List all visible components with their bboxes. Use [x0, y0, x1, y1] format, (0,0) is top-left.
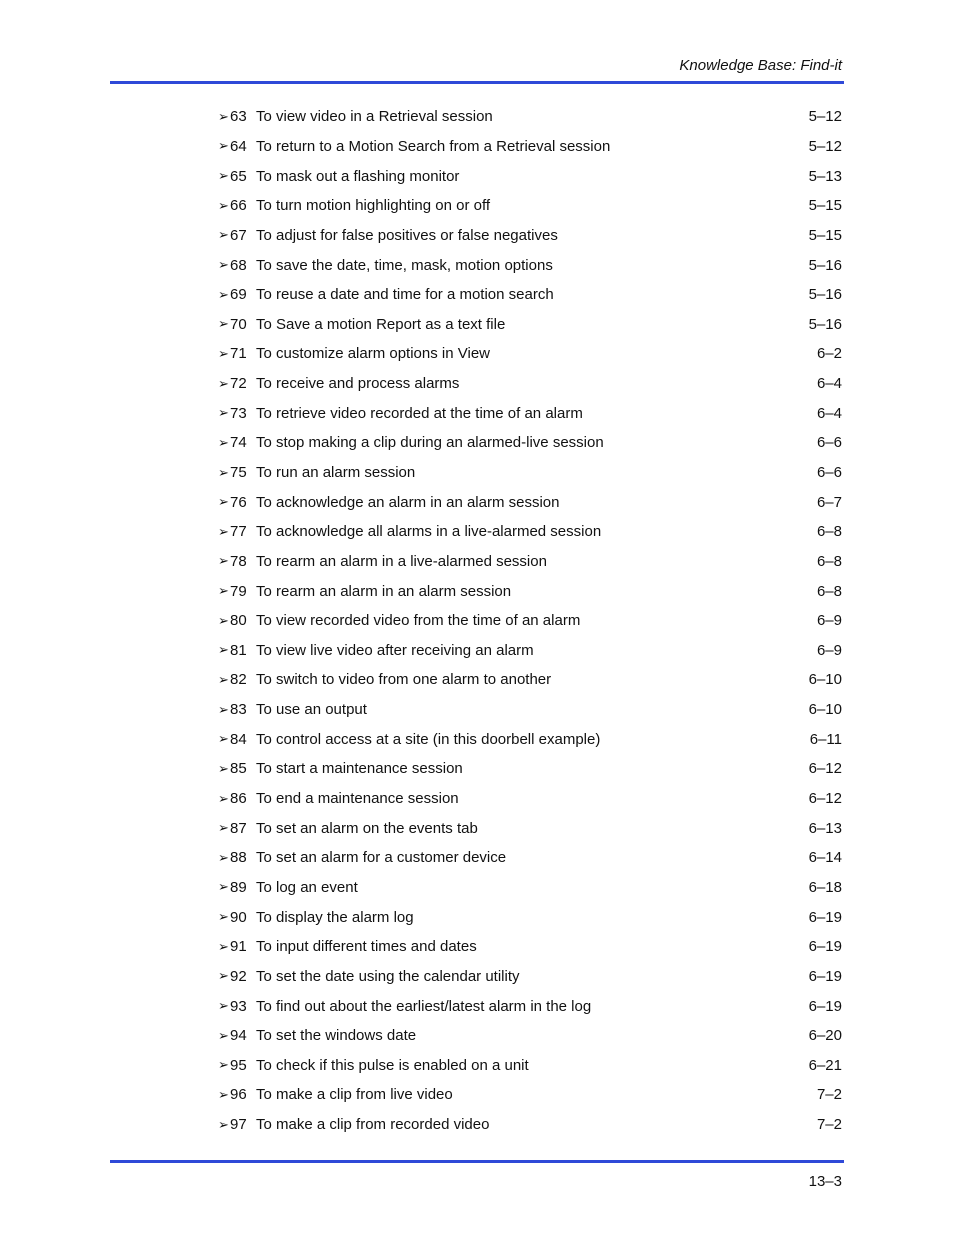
toc-entry-number: 74	[230, 434, 247, 452]
toc-entry[interactable]	[218, 754, 842, 784]
toc-entry-title: To control access at a site (in this doorbell example)	[256, 730, 601, 748]
toc-entry-number: 65	[230, 167, 247, 185]
toc-entry-number: 93	[230, 997, 247, 1015]
toc-entry-number: 71	[230, 345, 247, 363]
arrow-bullet-icon: ➢	[218, 583, 229, 599]
arrow-bullet-icon: ➢	[218, 642, 229, 658]
toc-entry[interactable]	[218, 309, 842, 339]
toc-entry-page: 5–13	[808, 167, 842, 185]
toc-entry-page: 6–21	[808, 1056, 842, 1074]
toc-entry-number: 85	[230, 760, 247, 778]
toc-entry-page: 5–16	[808, 256, 842, 274]
toc-entry-title: To view recorded video from the time of an alarm	[256, 612, 581, 630]
toc-entry-title: To check if this pulse is enabled on a unit	[256, 1056, 529, 1074]
toc-entry-page: 6–2	[816, 345, 842, 363]
toc-entry-number: 96	[230, 1086, 247, 1104]
toc-entry-page: 6–19	[808, 908, 842, 926]
toc-entry-page: 5–16	[808, 286, 842, 304]
toc-entry-title: To receive and process alarms	[256, 375, 460, 393]
toc-entry-number: 80	[230, 612, 247, 630]
toc-entry-number: 76	[230, 493, 247, 511]
toc-entry[interactable]	[218, 606, 842, 636]
toc-entry-number: 77	[230, 523, 247, 541]
arrow-bullet-icon: ➢	[218, 1057, 229, 1073]
arrow-bullet-icon: ➢	[218, 731, 229, 747]
toc-entry-page: 6–8	[816, 552, 842, 570]
toc-entry-page: 5–12	[808, 137, 842, 155]
toc-entry-number: 84	[230, 730, 247, 748]
toc-entry-page: 6–12	[808, 760, 842, 778]
toc-entry-title: To switch to video from one alarm to another	[256, 671, 552, 689]
arrow-bullet-icon: ➢	[218, 138, 229, 154]
arrow-bullet-icon: ➢	[218, 938, 229, 954]
toc-entry[interactable]	[218, 369, 842, 399]
toc-entry-page: 6–10	[808, 701, 842, 719]
arrow-bullet-icon: ➢	[218, 879, 229, 895]
arrow-bullet-icon: ➢	[218, 701, 229, 717]
toc-entry-page: 6–6	[816, 434, 842, 452]
toc-entry-page: 5–16	[808, 315, 842, 333]
toc-entry-page: 6–7	[816, 493, 842, 511]
arrow-bullet-icon: ➢	[218, 464, 229, 480]
arrow-bullet-icon: ➢	[218, 1027, 229, 1043]
toc-entry-title: To set the date using the calendar utility	[256, 967, 520, 985]
toc-entry-title: To view video in a Retrieval session	[256, 108, 493, 126]
toc-entry-title: To view live video after receiving an alarm	[256, 641, 534, 659]
arrow-bullet-icon: ➢	[218, 316, 229, 332]
toc-entry-number: 92	[230, 967, 247, 985]
arrow-bullet-icon: ➢	[218, 1116, 229, 1132]
toc-entry-page: 6–13	[808, 819, 842, 837]
toc-entry[interactable]	[218, 398, 842, 428]
toc-entry-title: To acknowledge all alarms in a live-alarmed session	[256, 523, 602, 541]
toc-entry-page: 6–20	[808, 1027, 842, 1045]
toc-entry[interactable]	[218, 458, 842, 488]
toc-entry-page: 6–9	[816, 641, 842, 659]
arrow-bullet-icon: ➢	[218, 760, 229, 776]
toc-entry-page: 5–12	[808, 108, 842, 126]
toc-entry-title: To return to a Motion Search from a Retrieval session	[256, 137, 611, 155]
toc-entry-title: To retrieve video recorded at the time of an alarm	[256, 404, 583, 422]
toc-entry-page: 6–4	[816, 404, 842, 422]
toc-entry-title: To stop making a clip during an alarmed-live session	[256, 434, 604, 452]
toc-entry-title: To use an output	[256, 701, 367, 719]
toc-entry[interactable]	[218, 221, 842, 251]
arrow-bullet-icon: ➢	[218, 849, 229, 865]
arrow-bullet-icon: ➢	[218, 405, 229, 421]
toc-entry-title: To rearm an alarm in an alarm session	[256, 582, 512, 600]
arrow-bullet-icon: ➢	[218, 168, 229, 184]
toc-entry-title: To log an event	[256, 878, 358, 896]
toc-list	[218, 102, 842, 1139]
arrow-bullet-icon: ➢	[218, 1086, 229, 1102]
toc-entry-title: To reuse a date and time for a motion search	[256, 286, 554, 304]
arrow-bullet-icon: ➢	[218, 227, 229, 243]
arrow-bullet-icon: ➢	[218, 998, 229, 1014]
toc-entry-page: 6–9	[816, 612, 842, 630]
header-title: Knowledge Base: Find-it	[679, 57, 842, 74]
arrow-bullet-icon: ➢	[218, 286, 229, 302]
toc-entry[interactable]	[218, 132, 842, 162]
toc-entry-number: 82	[230, 671, 247, 689]
toc-entry-page: 6–19	[808, 938, 842, 956]
toc-entry-title: To make a clip from recorded video	[256, 1116, 490, 1134]
toc-entry-number: 63	[230, 108, 247, 126]
toc-entry-number: 69	[230, 286, 247, 304]
toc-entry[interactable]	[218, 487, 842, 517]
arrow-bullet-icon: ➢	[218, 909, 229, 925]
toc-entry-title: To set the windows date	[256, 1027, 417, 1045]
toc-entry[interactable]	[218, 724, 842, 754]
arrow-bullet-icon: ➢	[218, 523, 229, 539]
toc-entry-number: 88	[230, 849, 247, 867]
toc-entry[interactable]	[218, 576, 842, 606]
toc-entry-page: 6–14	[808, 849, 842, 867]
toc-entry[interactable]	[218, 250, 842, 280]
toc-entry-page: 6–19	[808, 967, 842, 985]
toc-entry[interactable]	[218, 517, 842, 547]
toc-entry-number: 87	[230, 819, 247, 837]
toc-entry-title: To run an alarm session	[256, 464, 416, 481]
header-rule	[110, 81, 844, 84]
toc-entry-number: 68	[230, 256, 247, 274]
toc-entry[interactable]	[218, 902, 842, 932]
toc-entry[interactable]	[218, 339, 842, 369]
toc-entry[interactable]	[218, 191, 842, 221]
toc-entry[interactable]	[218, 1051, 842, 1081]
toc-entry-title: To set an alarm on the events tab	[256, 819, 478, 837]
toc-entry-title: To Save a motion Report as a text file	[256, 315, 506, 333]
arrow-bullet-icon: ➢	[218, 671, 229, 687]
toc-entry[interactable]	[218, 636, 842, 666]
arrow-bullet-icon: ➢	[218, 968, 229, 984]
toc-entry-title: To display the alarm log	[256, 908, 414, 926]
toc-entry[interactable]	[218, 280, 842, 310]
arrow-bullet-icon: ➢	[218, 375, 229, 391]
toc-entry-title: To turn motion highlighting on or off	[256, 197, 491, 215]
toc-entry[interactable]	[218, 547, 842, 577]
toc-entry-title: To make a clip from live video	[256, 1086, 453, 1104]
toc-entry[interactable]	[218, 161, 842, 191]
toc-entry-page: 7–2	[816, 1116, 842, 1134]
toc-entry-page: 6–8	[816, 582, 842, 600]
toc-entry-title: To save the date, time, mask, motion options	[256, 256, 553, 274]
toc-entry[interactable]	[218, 1080, 842, 1110]
toc-entry[interactable]	[218, 428, 842, 458]
toc-entry[interactable]	[218, 932, 842, 962]
footer-rule	[110, 1160, 844, 1163]
toc-entry-page: 7–2	[816, 1086, 842, 1104]
toc-entry-number: 81	[230, 641, 247, 659]
toc-entry-number: 89	[230, 878, 247, 896]
toc-entry-page: 6–11	[809, 730, 842, 748]
toc-entry-number: 70	[230, 315, 247, 333]
toc-entry[interactable]	[218, 665, 842, 695]
arrow-bullet-icon: ➢	[218, 434, 229, 450]
toc-entry-number: 79	[230, 582, 247, 600]
toc-entry-page: 5–15	[808, 226, 842, 244]
arrow-bullet-icon: ➢	[218, 612, 229, 628]
toc-entry-page: 5–15	[808, 197, 842, 215]
toc-entry[interactable]	[218, 102, 842, 132]
toc-entry-number: 75	[230, 464, 247, 481]
toc-entry-title: To find out about the earliest/latest alarm in the log	[256, 997, 592, 1015]
toc-entry-page: 6–12	[808, 790, 842, 808]
toc-entry-number: 90	[230, 908, 247, 926]
toc-entry-page: 6–10	[808, 671, 842, 689]
toc-entry-number: 97	[230, 1116, 247, 1134]
toc-entry-number: 95	[230, 1056, 247, 1074]
toc-entry[interactable]	[218, 991, 842, 1021]
arrow-bullet-icon: ➢	[218, 820, 229, 836]
toc-entry-number: 64	[230, 137, 247, 155]
toc-entry-title: To rearm an alarm in a live-alarmed session	[256, 552, 547, 570]
toc-entry-title: To customize alarm options in View	[256, 345, 490, 363]
arrow-bullet-icon: ➢	[218, 257, 229, 273]
toc-entry-page: 6–18	[808, 878, 842, 896]
toc-entry-title: To set an alarm for a customer device	[256, 849, 507, 867]
toc-entry-page: 6–19	[808, 997, 842, 1015]
toc-entry-number: 66	[230, 197, 247, 215]
toc-entry-title: To acknowledge an alarm in an alarm session	[256, 493, 560, 511]
arrow-bullet-icon: ➢	[218, 197, 229, 213]
toc-entry-title: To end a maintenance session	[256, 790, 459, 808]
toc-entry[interactable]	[218, 695, 842, 725]
toc-entry[interactable]	[218, 873, 842, 903]
arrow-bullet-icon: ➢	[218, 108, 229, 124]
toc-entry-page: 6–4	[816, 375, 842, 393]
page-number: 13–3	[808, 1173, 842, 1190]
toc-entry-title: To start a maintenance session	[256, 760, 463, 778]
toc-entry-page: 6–8	[816, 523, 842, 541]
toc-entry[interactable]	[218, 784, 842, 814]
toc-entry-title: To adjust for false positives or false negatives	[256, 226, 558, 244]
toc-entry[interactable]	[218, 1110, 842, 1140]
toc-entry-number: 73	[230, 404, 247, 422]
arrow-bullet-icon: ➢	[218, 553, 229, 569]
toc-entry[interactable]	[218, 843, 842, 873]
toc-entry[interactable]	[218, 1021, 842, 1051]
arrow-bullet-icon: ➢	[218, 494, 229, 510]
toc-entry-title: To input different times and dates	[256, 938, 477, 956]
toc-entry-page: 6–6	[816, 464, 842, 481]
toc-entry[interactable]	[218, 813, 842, 843]
toc-entry-number: 67	[230, 226, 247, 244]
arrow-bullet-icon: ➢	[218, 345, 229, 361]
toc-entry-number: 86	[230, 790, 247, 808]
toc-entry-number: 78	[230, 552, 247, 570]
toc-entry-number: 83	[230, 701, 247, 719]
toc-entry-title: To mask out a flashing monitor	[256, 167, 460, 185]
arrow-bullet-icon: ➢	[218, 790, 229, 806]
toc-entry-number: 91	[230, 938, 247, 956]
toc-entry-number: 94	[230, 1027, 247, 1045]
toc-entry-number: 72	[230, 375, 247, 393]
toc-entry[interactable]	[218, 962, 842, 992]
